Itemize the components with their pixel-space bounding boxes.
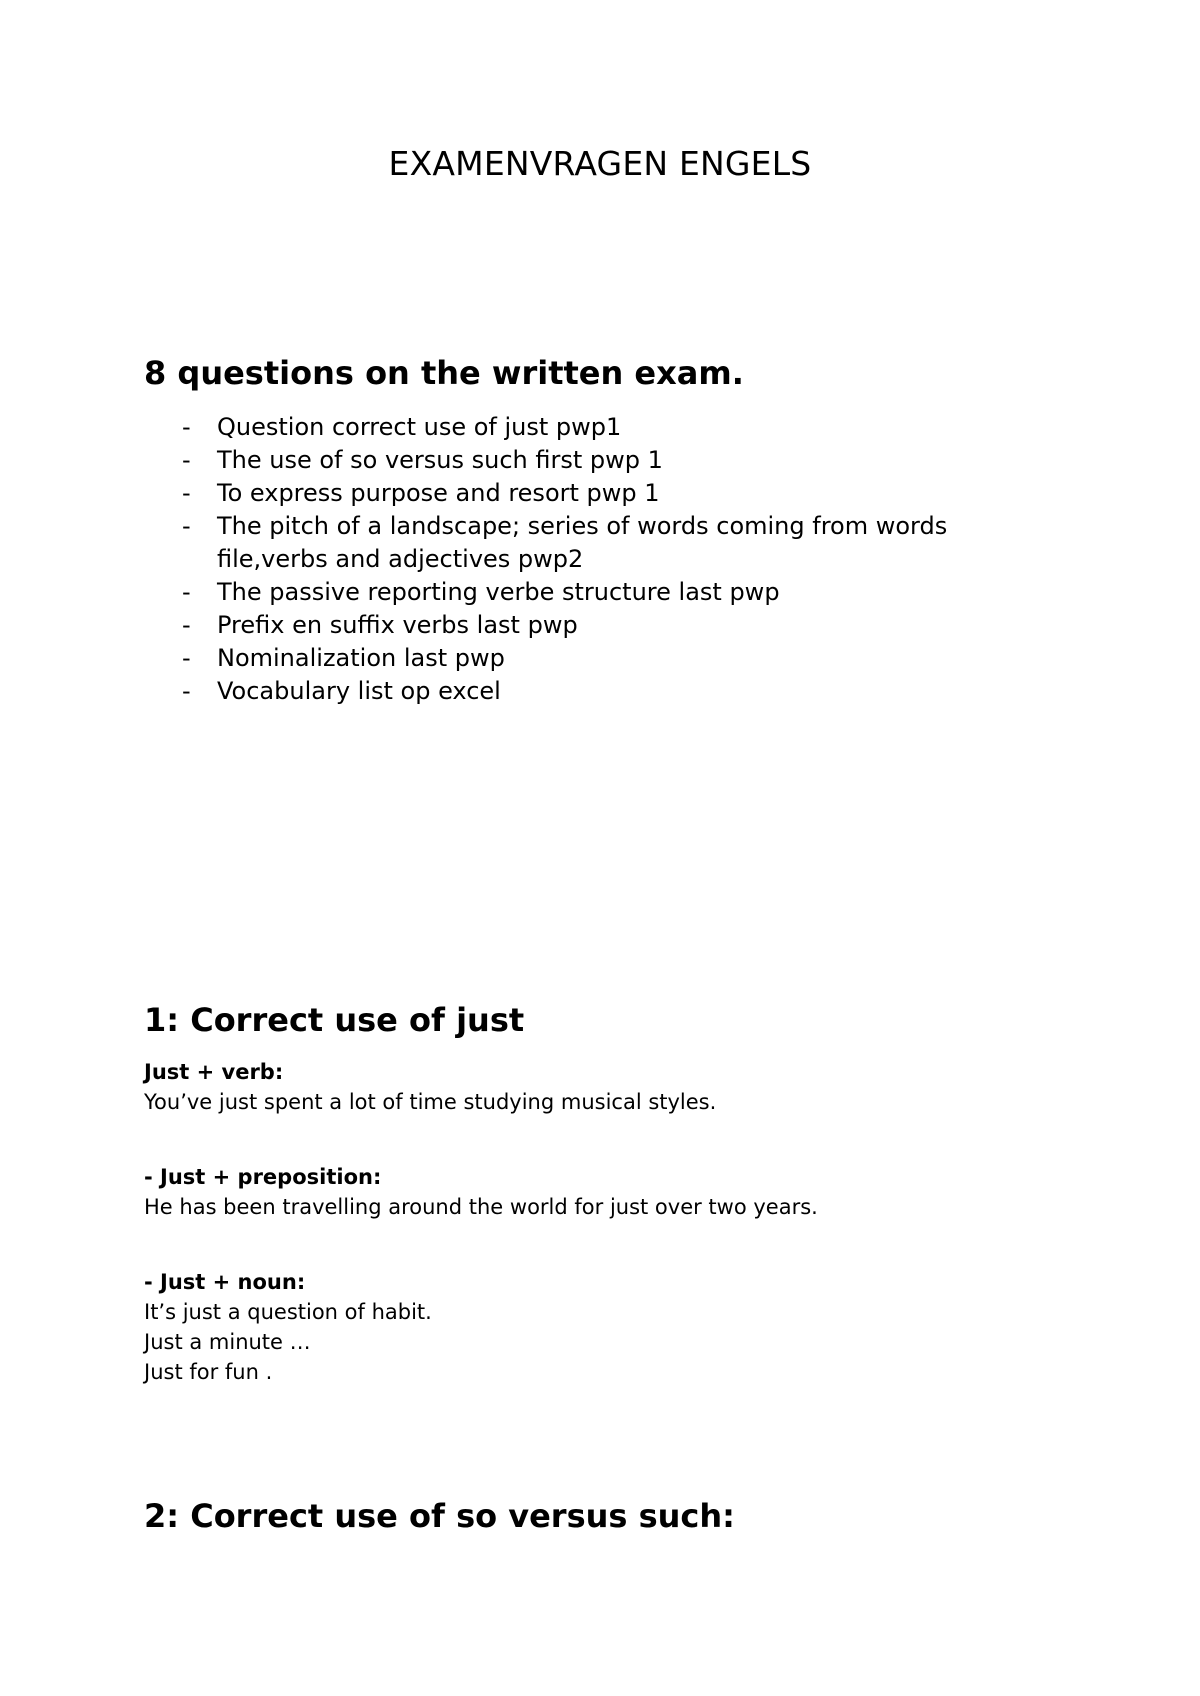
section-so-such-heading: 2: Correct use of so versus such: <box>144 1497 735 1535</box>
list-item <box>144 609 1004 642</box>
section-just-heading: 1: Correct use of just <box>144 1001 525 1039</box>
example-sentence: It’s just a question of habit. <box>144 1300 432 1324</box>
list-item-text: To express purpose and resort pwp 1 <box>217 479 660 507</box>
example-sentence: You’ve just spent a lot of time studying musical styles. <box>144 1090 717 1114</box>
just-preposition-label: - Just + preposition: <box>144 1165 382 1189</box>
list-item <box>144 576 1004 609</box>
list-bullet: - <box>182 677 191 705</box>
list-item <box>144 510 1004 576</box>
list-item <box>144 411 1004 444</box>
list-bullet: - <box>182 611 191 639</box>
list-item-text: Prefix en suffix verbs last pwp <box>217 611 578 639</box>
just-verb-label: Just + verb: <box>144 1060 284 1084</box>
list-item-text: The use of so versus such first pwp 1 <box>217 446 663 474</box>
list-item-text: The pitch of a landscape; series of words coming from words file,verbs and adjectives pwp2 <box>217 512 948 573</box>
list-item <box>144 642 1004 675</box>
just-noun-block <box>144 1267 1104 1387</box>
just-preposition-block <box>144 1162 1104 1222</box>
list-item <box>144 675 1004 708</box>
list-item <box>144 477 1004 510</box>
list-item-text: Nominalization last pwp <box>217 644 505 672</box>
overview-list <box>144 411 1004 708</box>
list-bullet: - <box>182 578 191 606</box>
document-title: EXAMENVRAGEN ENGELS <box>388 144 812 183</box>
list-bullet: - <box>182 413 191 441</box>
just-verb-block <box>144 1057 1104 1117</box>
list-bullet: - <box>182 644 191 672</box>
list-item-text: The passive reporting verbe structure last pwp <box>217 578 780 606</box>
list-item-text: Question correct use of just pwp1 <box>217 413 622 441</box>
list-item <box>144 444 1004 477</box>
list-item-text: Vocabulary list op excel <box>217 677 501 705</box>
list-bullet: - <box>182 446 191 474</box>
list-bullet: - <box>182 479 191 507</box>
overview-heading: 8 questions on the written exam. <box>144 354 744 392</box>
example-sentence: He has been travelling around the world for just over two years. <box>144 1195 818 1219</box>
example-sentence: Just for fun . <box>144 1360 273 1384</box>
list-bullet: - <box>182 512 191 540</box>
just-noun-label: - Just + noun: <box>144 1270 306 1294</box>
example-sentence: Just a minute … <box>144 1330 311 1354</box>
